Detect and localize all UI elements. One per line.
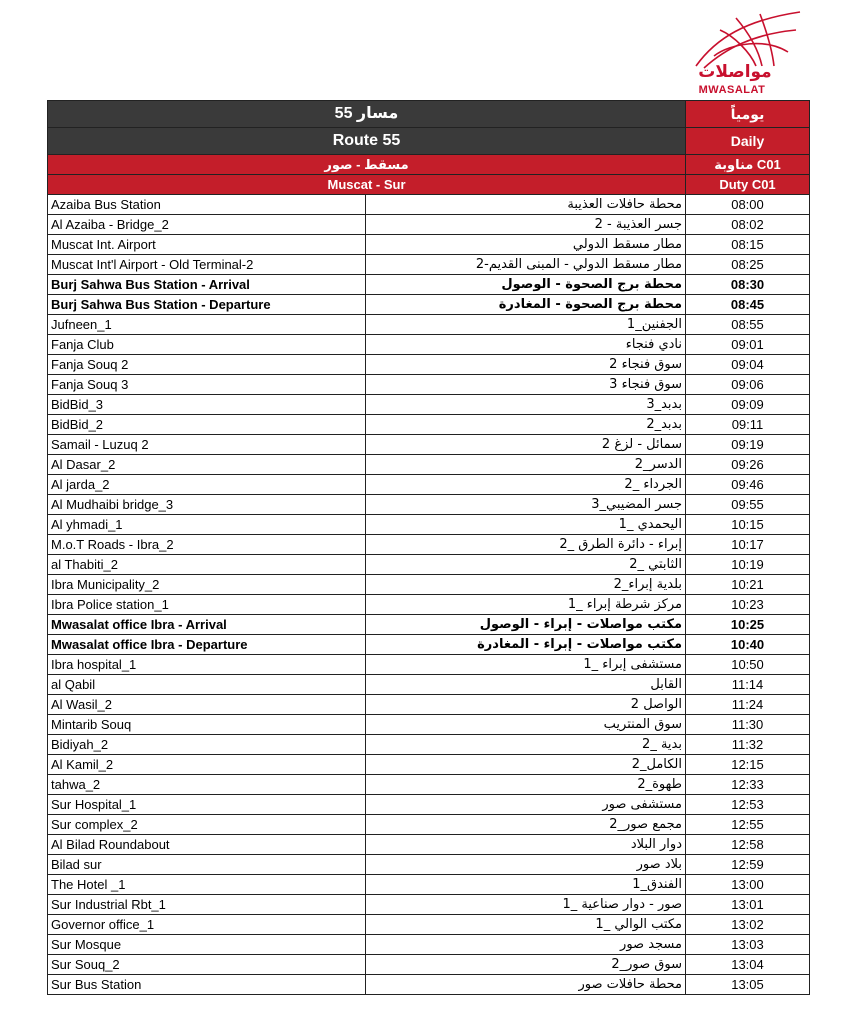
stop-name-arabic: بدية _2 xyxy=(366,735,686,755)
departure-time: 09:11 xyxy=(686,415,810,435)
departure-time: 08:30 xyxy=(686,275,810,295)
table-row xyxy=(48,255,810,275)
stop-name-arabic: نادي فنجاء xyxy=(366,335,686,355)
departure-time: 13:00 xyxy=(686,875,810,895)
stop-name-english: M.o.T Roads - Ibra_2 xyxy=(48,535,366,555)
departure-time: 10:40 xyxy=(686,635,810,655)
stop-name-english: Bilad sur xyxy=(48,855,366,875)
frequency-english: Daily xyxy=(686,128,810,155)
stop-name-english: Ibra Municipality_2 xyxy=(48,575,366,595)
stop-name-arabic: مركز شرطة إبراء _1 xyxy=(366,595,686,615)
stop-name-english: Al jarda_2 xyxy=(48,475,366,495)
table-row xyxy=(48,795,810,815)
corridor-english: Muscat - Sur xyxy=(48,175,686,195)
table-row xyxy=(48,815,810,835)
table-row xyxy=(48,435,810,455)
stop-name-english: Fanja Souq 2 xyxy=(48,355,366,375)
stop-name-arabic: بدبد_2 xyxy=(366,415,686,435)
stop-name-arabic: بلاد صور xyxy=(366,855,686,875)
stop-name-arabic: مجمع صور_2 xyxy=(366,815,686,835)
header-row-route-ar xyxy=(48,101,810,128)
stop-name-english: Al Azaiba - Bridge_2 xyxy=(48,215,366,235)
departure-time: 11:32 xyxy=(686,735,810,755)
table-row xyxy=(48,335,810,355)
corridor-arabic: مسقط - صور xyxy=(48,155,686,175)
frequency-arabic: يومياً xyxy=(686,101,810,128)
departure-time: 08:15 xyxy=(686,235,810,255)
departure-time: 08:02 xyxy=(686,215,810,235)
stop-name-english: Al Kamil_2 xyxy=(48,755,366,775)
departure-time: 08:55 xyxy=(686,315,810,335)
stop-name-arabic: مكتب مواصلات - إبراء - الوصول xyxy=(366,615,686,635)
stop-name-arabic: محطة برج الصحوة - الوصول xyxy=(366,275,686,295)
departure-time: 12:59 xyxy=(686,855,810,875)
stop-name-arabic: الثابتي _2 xyxy=(366,555,686,575)
departure-time: 09:55 xyxy=(686,495,810,515)
departure-time: 12:55 xyxy=(686,815,810,835)
departure-time: 09:01 xyxy=(686,335,810,355)
table-row xyxy=(48,315,810,335)
brand-arabic: مواصلات xyxy=(698,62,772,82)
departure-time: 08:45 xyxy=(686,295,810,315)
table-row xyxy=(48,275,810,295)
departure-time: 08:00 xyxy=(686,195,810,215)
table-row xyxy=(48,915,810,935)
stop-name-arabic: الكامل_2 xyxy=(366,755,686,775)
table-row xyxy=(48,475,810,495)
table-row xyxy=(48,575,810,595)
departure-time: 10:23 xyxy=(686,595,810,615)
stop-name-arabic: الجرداء _2 xyxy=(366,475,686,495)
stop-name-arabic: إبراء - دائرة الطرق _2 xyxy=(366,535,686,555)
table-row xyxy=(48,595,810,615)
duty-arabic: مناوبة C01 xyxy=(686,155,810,175)
departure-time: 10:17 xyxy=(686,535,810,555)
stop-name-arabic: جسر العذيبة - 2 xyxy=(366,215,686,235)
stop-name-arabic: محطة حافلات العذيبة xyxy=(366,195,686,215)
departure-time: 12:58 xyxy=(686,835,810,855)
stop-name-english: Sur Industrial Rbt_1 xyxy=(48,895,366,915)
stop-name-english: The Hotel _1 xyxy=(48,875,366,895)
stop-name-english: Sur complex_2 xyxy=(48,815,366,835)
table-row xyxy=(48,615,810,635)
stop-name-english: Sur Bus Station xyxy=(48,975,366,995)
departure-time: 11:14 xyxy=(686,675,810,695)
table-row xyxy=(48,495,810,515)
departure-time: 08:25 xyxy=(686,255,810,275)
departure-time: 10:15 xyxy=(686,515,810,535)
stop-name-arabic: الواصل 2 xyxy=(366,695,686,715)
stop-name-arabic: القابل xyxy=(366,675,686,695)
stop-name-arabic: مكتب الوالي _1 xyxy=(366,915,686,935)
stop-name-english: Ibra hospital_1 xyxy=(48,655,366,675)
table-row xyxy=(48,455,810,475)
departure-time: 10:19 xyxy=(686,555,810,575)
stop-name-english: Al Bilad Roundabout xyxy=(48,835,366,855)
stop-name-arabic: مستشفى إبراء _1 xyxy=(366,655,686,675)
stop-name-english: Sur Mosque xyxy=(48,935,366,955)
stop-name-english: Al Mudhaibi bridge_3 xyxy=(48,495,366,515)
departure-time: 13:02 xyxy=(686,915,810,935)
stop-name-arabic: مطار مسقط الدولي - المبنى القديم-2 xyxy=(366,255,686,275)
table-row xyxy=(48,295,810,315)
stop-name-english: Muscat Int. Airport xyxy=(48,235,366,255)
stop-name-english: Mwasalat office Ibra - Arrival xyxy=(48,615,366,635)
departure-time: 12:15 xyxy=(686,755,810,775)
table-row xyxy=(48,235,810,255)
stop-name-english: Al yhmadi_1 xyxy=(48,515,366,535)
departure-time: 10:50 xyxy=(686,655,810,675)
table-row xyxy=(48,895,810,915)
stop-name-arabic: سوق فنجاء 3 xyxy=(366,375,686,395)
route-title-arabic: مسار 55 xyxy=(48,101,686,128)
table-row xyxy=(48,775,810,795)
departure-time: 09:46 xyxy=(686,475,810,495)
route-timetable xyxy=(47,100,810,995)
stop-name-arabic: جسر المضيبي_3 xyxy=(366,495,686,515)
stop-name-arabic: مسجد صور xyxy=(366,935,686,955)
table-row xyxy=(48,675,810,695)
stop-name-arabic: محطة برج الصحوة - المغادرة xyxy=(366,295,686,315)
brand-english: MWASALAT xyxy=(698,84,766,96)
stop-name-english: tahwa_2 xyxy=(48,775,366,795)
stop-name-english: Fanja Souq 3 xyxy=(48,375,366,395)
stop-name-english: Governor office_1 xyxy=(48,915,366,935)
header-row-corridor-ar xyxy=(48,155,810,175)
table-row xyxy=(48,855,810,875)
stop-name-english: al Qabil xyxy=(48,675,366,695)
table-row xyxy=(48,695,810,715)
stop-name-arabic: الجفنين_1 xyxy=(366,315,686,335)
table-row xyxy=(48,195,810,215)
stop-name-english: Mintarib Souq xyxy=(48,715,366,735)
departure-time: 09:19 xyxy=(686,435,810,455)
departure-time: 11:24 xyxy=(686,695,810,715)
departure-time: 13:05 xyxy=(686,975,810,995)
stop-name-english: Muscat Int'l Airport - Old Terminal-2 xyxy=(48,255,366,275)
table-row xyxy=(48,355,810,375)
stop-name-english: Jufneen_1 xyxy=(48,315,366,335)
stop-name-english: Ibra Police station_1 xyxy=(48,595,366,615)
stop-name-arabic: الفندق_1 xyxy=(366,875,686,895)
stop-name-arabic: سوق فنجاء 2 xyxy=(366,355,686,375)
stop-name-arabic: مكتب مواصلات - إبراء - المغادرة xyxy=(366,635,686,655)
duty-english: Duty C01 xyxy=(686,175,810,195)
stop-name-arabic: بدبد_3 xyxy=(366,395,686,415)
stop-name-english: Mwasalat office Ibra - Departure xyxy=(48,635,366,655)
stop-name-english: Burj Sahwa Bus Station - Arrival xyxy=(48,275,366,295)
table-row xyxy=(48,875,810,895)
departure-time: 12:53 xyxy=(686,795,810,815)
table-row xyxy=(48,395,810,415)
stops-list xyxy=(48,195,810,995)
stop-name-english: Samail - Luzuq 2 xyxy=(48,435,366,455)
departure-time: 09:09 xyxy=(686,395,810,415)
table-row xyxy=(48,655,810,675)
stop-name-english: Azaiba Bus Station xyxy=(48,195,366,215)
stop-name-arabic: محطة حافلات صور xyxy=(366,975,686,995)
departure-time: 12:33 xyxy=(686,775,810,795)
table-row xyxy=(48,975,810,995)
stop-name-arabic: الدسر_2 xyxy=(366,455,686,475)
table-row xyxy=(48,515,810,535)
departure-time: 09:04 xyxy=(686,355,810,375)
stop-name-arabic: سوق صور_2 xyxy=(366,955,686,975)
stop-name-english: Al Dasar_2 xyxy=(48,455,366,475)
departure-time: 09:06 xyxy=(686,375,810,395)
table-row xyxy=(48,555,810,575)
stop-name-arabic: مستشفى صور xyxy=(366,795,686,815)
departure-time: 13:04 xyxy=(686,955,810,975)
departure-time: 13:01 xyxy=(686,895,810,915)
table-row xyxy=(48,215,810,235)
table-row xyxy=(48,835,810,855)
table-row xyxy=(48,415,810,435)
departure-time: 13:03 xyxy=(686,935,810,955)
stop-name-english: al Thabiti_2 xyxy=(48,555,366,575)
stop-name-english: Bidiyah_2 xyxy=(48,735,366,755)
table-row xyxy=(48,375,810,395)
stop-name-english: Fanja Club xyxy=(48,335,366,355)
table-row xyxy=(48,935,810,955)
stop-name-arabic: مطار مسقط الدولي xyxy=(366,235,686,255)
stop-name-english: BidBid_3 xyxy=(48,395,366,415)
route-title-english: Route 55 xyxy=(48,128,686,155)
stop-name-english: BidBid_2 xyxy=(48,415,366,435)
departure-time: 09:26 xyxy=(686,455,810,475)
stop-name-english: Al Wasil_2 xyxy=(48,695,366,715)
table-row xyxy=(48,755,810,775)
stop-name-arabic: اليحمدي _1 xyxy=(366,515,686,535)
table-row xyxy=(48,715,810,735)
stop-name-arabic: طهوة_2 xyxy=(366,775,686,795)
stop-name-arabic: سوق المنتريب xyxy=(366,715,686,735)
stop-name-arabic: سمائل - لزغ 2 xyxy=(366,435,686,455)
stop-name-english: Burj Sahwa Bus Station - Departure xyxy=(48,295,366,315)
table-row xyxy=(48,535,810,555)
header-row-route-en xyxy=(48,128,810,155)
stop-name-arabic: صور - دوار صناعية _1 xyxy=(366,895,686,915)
header-row-corridor-en xyxy=(48,175,810,195)
departure-time: 11:30 xyxy=(686,715,810,735)
table-row xyxy=(48,635,810,655)
stop-name-english: Sur Hospital_1 xyxy=(48,795,366,815)
stop-name-arabic: دوار البلاد xyxy=(366,835,686,855)
departure-time: 10:21 xyxy=(686,575,810,595)
departure-time: 10:25 xyxy=(686,615,810,635)
table-row xyxy=(48,955,810,975)
stop-name-arabic: بلدية إبراء_2 xyxy=(366,575,686,595)
table-row xyxy=(48,735,810,755)
stop-name-english: Sur Souq_2 xyxy=(48,955,366,975)
